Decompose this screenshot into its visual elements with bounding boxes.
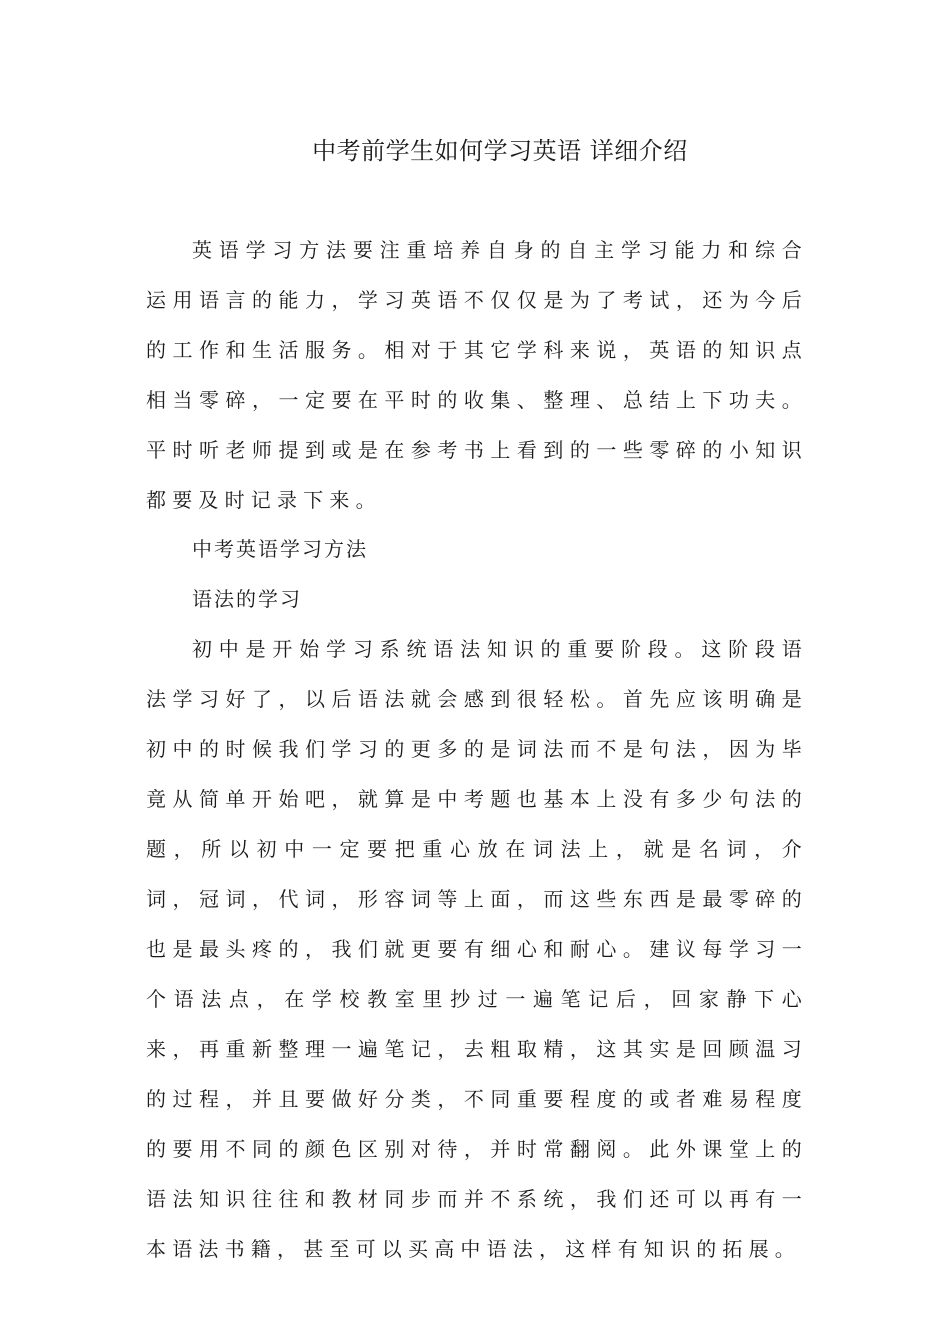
section-heading: 中考英语学习方法	[192, 537, 368, 561]
intro-paragraph: 英语学习方法要注重培养自身的自主学习能力和综合运用语言的能力，学习英语不仅仅是为了考试，还为今后的工作和生活服务。相对于其它学科来说，英语的知识点相当零碎，一定要在平时的收集、整理、总结上下功夫。平时听老师提到或是在参考书上看到的一些零碎的小知识都要及时记录下来。	[146, 238, 808, 512]
subsection-heading: 语法的学习	[192, 587, 302, 611]
document-title: 中考前学生如何学习英语 详细介绍	[312, 137, 688, 165]
grammar-paragraph: 初中是开始学习系统语法知识的重要阶段。这阶段语法学习好了，以后语法就会感到很轻松。首先应该明确是初中的时候我们学习的更多的是词法而不是句法，因为毕竟从简单开始吧，就算是中考题也基本上没有多少句法的题，所以初中一定要把重心放在词法上，就是名词，介词，冠词，代词，形容词等上面，而这些东西是最零碎的也是最头疼的，我们就更要有细心和耐心。建议每学习一个语法点，在学校教室里抄过一遍笔记后，回家静下心来，再重新整理一遍笔记，去粗取精，这其实是回顾温习的过程，并且要做好分类，不同重要程度的或者难易程度的要用不同的颜色区别对待，并时常翻阅。此外课堂上的语法知识往往和教材同步而并不系统，我们还可以再有一本语法书籍，甚至可以买高中语法，这样有知识的拓展。	[146, 637, 808, 1261]
